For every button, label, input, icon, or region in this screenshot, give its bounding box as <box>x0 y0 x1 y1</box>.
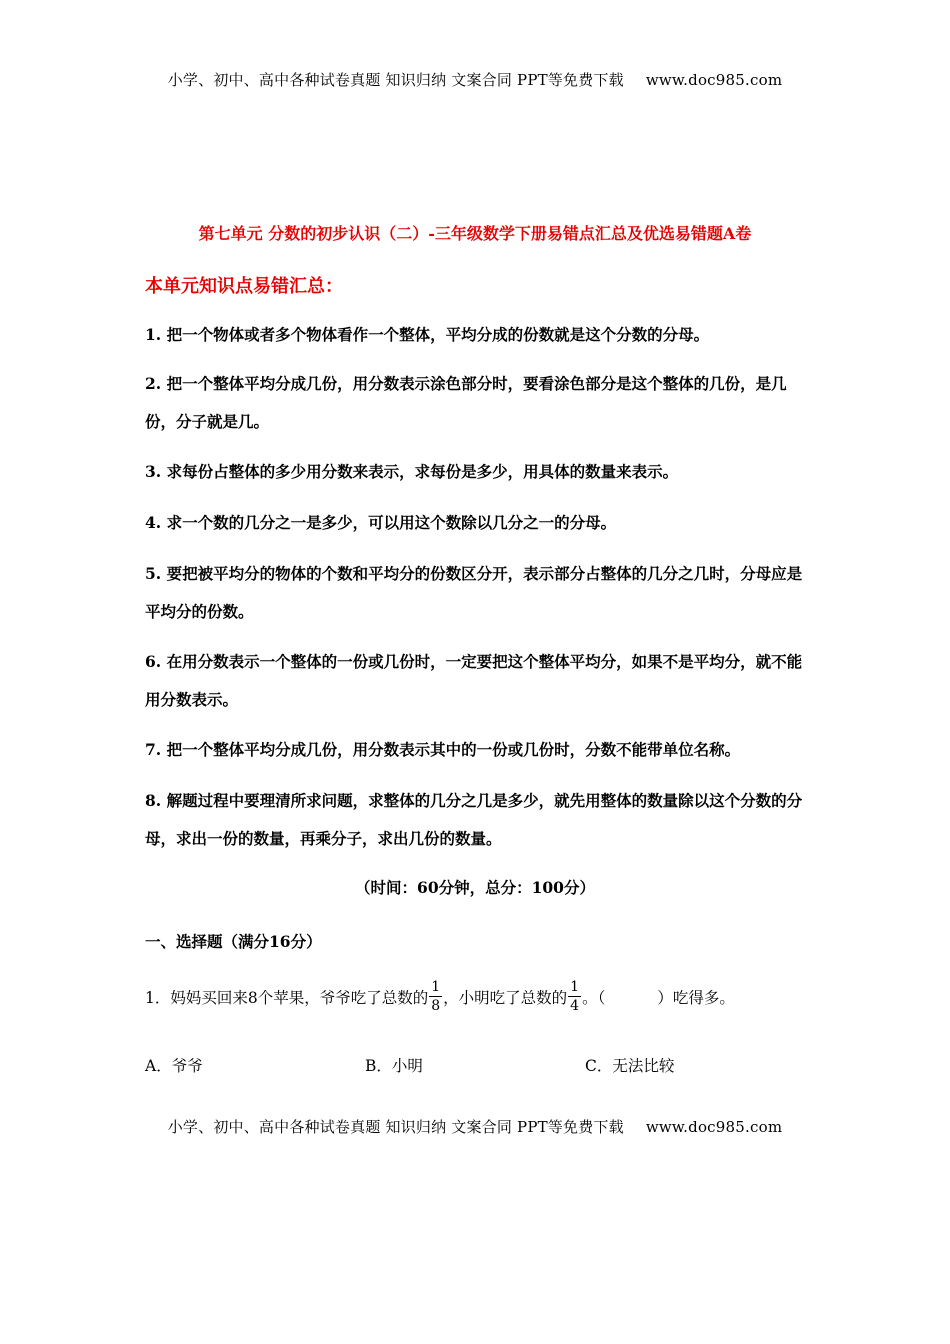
fraction-one-eighth <box>429 978 442 1015</box>
fraction-denominator: 4 <box>570 998 580 1014</box>
document-title: 第七单元 分数的初步认识（二）-三年级数学下册易错点汇总及优选易错题A卷 <box>198 224 752 243</box>
question-1-text-close: ）吃得多。 <box>657 988 735 1007</box>
part-heading-choice: 一、选择题（满分16分） <box>145 932 322 951</box>
fraction-one-quarter <box>568 978 581 1015</box>
knowledge-point-4: 4. 求一个数的几分之一是多少，可以用这个数除以几分之一的分母。 <box>145 513 617 532</box>
header-slogan: 小学、初中、高中各种试卷真题 知识归纳 文案合同 PPT等免费下载 <box>167 71 624 89</box>
fraction-numerator: 1 <box>431 979 441 995</box>
footer-slogan: 小学、初中、高中各种试卷真题 知识归纳 文案合同 PPT等免费下载 <box>167 1118 624 1136</box>
exam-time-info: （时间：60分钟，总分：100分） <box>355 878 595 897</box>
knowledge-point-1: 1. 把一个物体或者多个物体看作一个整体，平均分成的份数就是这个分数的分母。 <box>145 325 710 344</box>
option-b[interactable]: B．小明 <box>365 1057 423 1075</box>
question-1-open-paren: 。（ <box>582 988 606 1007</box>
question-1 <box>145 978 845 1028</box>
knowledge-point-6: 6. 在用分数表示一个整体的一份或几份时，一定要把这个整体平均分，如果不是平均分，就不能用分数表示。 <box>145 652 803 709</box>
fraction-denominator: 8 <box>431 998 441 1014</box>
knowledge-point-7: 7. 把一个整体平均分成几份，用分数表示其中的一份或几份时，分数不能带单位名称。 <box>145 740 741 759</box>
option-c[interactable]: C．无法比较 <box>585 1057 675 1075</box>
header-site-link[interactable]: www.doc985.com <box>645 71 783 89</box>
page-footer <box>0 1116 950 1137</box>
knowledge-point-3: 3. 求每份占整体的多少用分数来表示，求每份是多少，用具体的数量来表示。 <box>145 462 679 481</box>
fraction-numerator: 1 <box>570 979 580 995</box>
question-1-text-middle: ，小明吃了总数的 <box>443 988 568 1007</box>
page-header <box>0 69 950 90</box>
footer-site-link[interactable]: www.doc985.com <box>645 1118 783 1136</box>
knowledge-point-2: 2. 把一个整体平均分成几份，用分数表示涂色部分时，要看涂色部分是这个整体的几份，是几份，分子就是几。 <box>145 374 787 431</box>
knowledge-point-8: 8. 解题过程中要理清所求问题，求整体的几分之几是多少，就先用整体的数量除以这个分数的分母，求出一份的数量，再乘分子，求出几份的数量。 <box>145 791 803 848</box>
knowledge-point-5: 5. 要把被平均分的物体的个数和平均分的份数区分开，表示部分占整体的几分之几时，分母应是平均分的份数。 <box>145 564 803 621</box>
question-1-text-before: 1．妈妈买回来8个苹果，爷爷吃了总数的 <box>145 988 429 1007</box>
section-title: 本单元知识点易错汇总： <box>145 276 343 297</box>
option-a[interactable]: A．爷爷 <box>145 1057 203 1075</box>
